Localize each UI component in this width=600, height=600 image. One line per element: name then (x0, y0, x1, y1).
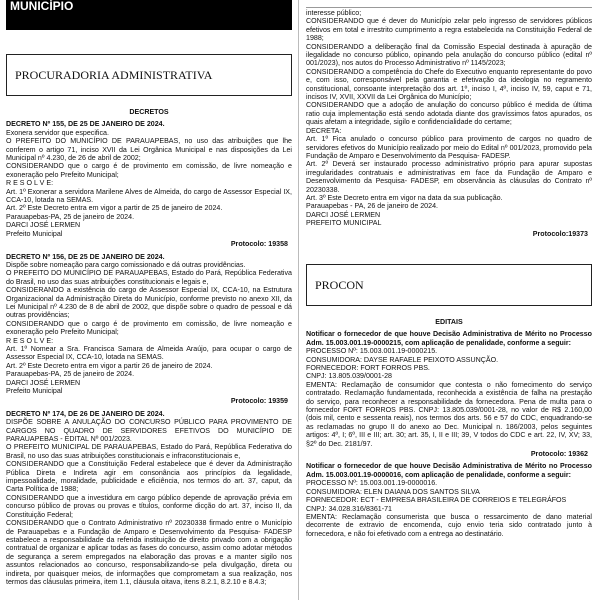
column-divider (298, 0, 299, 600)
decree-155-line: Exonera servidor que especifica. (6, 128, 109, 137)
decree-155-line: O PREFEITO DO MUNICÍPIO DE PARAUAPEBAS, no uso das atribuições que lhe conferem o artigo 71, inciso XVII da Lei Orgânica Municipal e nas disposições da Lei Municipal nº 4.230, de 26 de abril de 2002; (6, 137, 292, 163)
decree-174 (6, 410, 292, 587)
decree-174-continued-line: Parauapebas - PA, 26 de janeiro de 2024. (306, 202, 438, 211)
decree-155-line: Art. 2º Este Decreto entra em vigor a partir de 25 de janeiro de 2024. (6, 204, 223, 213)
decree-156-heading: DECRETO Nº 156, DE 25 DE JANEIRO DE 2024. (6, 252, 165, 261)
decree-174-line: CONSIDERANDO que o Contrato Administrativo nº 20230338 firmado entre o Município de Parauapebas e a Fundação de Amparo e Desenvolvimento da Pesquisa- FADESP estabelece a responsabilidade da referida instituição de direito privado com a obrigação contratual de organizar e aplicar todas as fases do concurso, assim como adotar métodos de segurança a serem empregados na elaboração das provas e a manter sigilo nos assuntos relacionados ao concurso, responsabilizando-se pela divulgação, direta ou indireta, por quaisquer meios, de informações que comprometam a sua realização, nos termos das cláusulas primeira, item 1.1, cláusula oitava, itens 8.2.1, 8.2.10 e 8.4.3; (6, 519, 292, 586)
decree-174-heading: DECRETO Nº 174, DE 26 DE JANEIRO DE 2024. (6, 409, 165, 418)
decree-174-continued-line: Art. 2º Deverá ser instaurado processo administrativo próprio para apurar supostas irregularidades contratuais e administrativas em face da Fundação de Amparo e Desenvolvimento da Pesquisa- FADESP, em observância às cláusulas do Contrato nº 20230338. (306, 160, 592, 194)
decree-174-continued-line: CONSIDERANDO a deliberação final da Comissão Especial destinada à apuração de ilegalidade no concurso público, opinando pela anulação do concurso público (edital nº 001/2023), nos autos do Processo Administrativo nº 1145/2023; (306, 42, 592, 68)
editais-title: EDITAIS (435, 317, 463, 326)
decree-155-line: DARCI JOSÉ LERMEN (6, 221, 81, 230)
edital-0000215-line: EMENTA: Reclamação de consumidor que contesta o não fornecimento do serviço contratado. Reclamação fundamentada, reconhecida a existência de falha na prestação do serviço, para reconhecer a responsabilidade da fornecedora. Pena de multa para o fornecedor FORT FORROS PBS. CNPJ: 13.805.039/0001-28, no valor de R$ 2.160,00 (dois mil, cento e sessenta reais), nos termos dos arts. 56 e 57 do CDC, enquadrando-se as reclamadas no grupo II do anexo ao Dec. Municipal n. 186/2003, pelos seguintes artigos: 4º, I; 6º, III e III; art. 30; art. 35, I, II e III; 39, V todos do CDC e art. 22, IV, XV; 33, §2º do Dec. 2181/97. (306, 380, 592, 448)
decree-155-line: CONSIDERANDO que o cargo é de provimento em comissão, de livre nomeação e exoneração pelo Prefeito Municipal; (6, 162, 292, 179)
decree-174-continued-line: DARCI JOSÉ LERMEN (306, 210, 381, 219)
decree-174-continued-line: PREFEITO MUNICIPAL (306, 219, 382, 228)
header-rule (306, 0, 592, 8)
edital-0000215-heading: Notificar o fornecedor de que houve Decisão Administrativa de Mérito no Processo Adm. 15.003.001.19-0000215, com aplicação de penalidade, conforme a seguir: (306, 330, 592, 347)
decree-155-heading: DECRETO Nº 155, DE 25 DE JANEIRO DE 2024. (6, 120, 165, 129)
section-procon (306, 264, 592, 306)
decree-174-line: CONSIDERANDO que a Constituição Federal estabelece que é dever da Administração Pública Direta e Indireta agir em consonância aos princípios da legalidade, impessoalidade, moralidade, publicidade e eficiência, nos termos do art. 37, caput, da Carta Política de 1988; (6, 460, 292, 494)
decree-155-line: Parauapebas-PA, 25 de janeiro de 2024. (6, 212, 135, 221)
decree-174-line: O PREFEITO MUNICIPAL DE PARAUAPEBAS, Estado do Pará, República Federativa do Brasil, no uso das suas atribuições constitucionais e infraconstitucionais e, (6, 443, 292, 460)
municipality-title: MUNICÍPIO (10, 0, 74, 13)
decree-156-line: Art. 2º Este Decreto entra em vigor a partir 26 de janeiro de 2024. (6, 361, 213, 370)
decree-174-continued-line: interesse público; (306, 9, 362, 17)
decree-156-line: Art. 1º Nomear a Sra. Francisca Samara de Almeida Araújo, para ocupar o cargo de Assessor Especial IX, CCA-10, lotada na SEMAS. (6, 344, 292, 362)
decree-155-protocol: Protocolo: 19358 (230, 240, 288, 249)
decree-155-line: R E S O L V E: (6, 179, 54, 188)
decree-174-continued-line: CONSIDERANDO que a adoção de anulação do concurso público é medida de última ratio cuja implementação está sendo adotada diante dos gravíssimos fatos apurados, os quais afetam a integridade, sigilo e confidencialidade do certame; (306, 101, 592, 127)
decree-155-line: Prefeito Municipal (6, 229, 63, 238)
edital-0000016-line: EMENTA: Reclamação consumerista que busca o ressarcimento de dano material decorrente de extravio de encomenda, cujo envio teria sido contratado junto à fornecedora, e não foi efetivado com a entrega ao destinatário. (306, 512, 592, 538)
edital-0000016-line: CNPJ: 34.028.316/8361-71 (306, 504, 392, 513)
decree-156-line: R E S O L V E: (6, 336, 54, 345)
edital-0000016 (306, 462, 592, 538)
decree-156-line: Parauapebas-PA, 25 de janeiro de 2024. (6, 370, 135, 379)
edital-0000016-line: CONSUMIDORA: ELEN DAIANA DOS SANTOS SILVA (306, 487, 480, 496)
section-procuradoria-title: PROCURADORIA ADMINISTRATIVA (15, 67, 213, 82)
decree-174-continued-line: DECRETA: (306, 126, 342, 135)
edital-0000016-line: PROCESSO Nº: 15.003.001.19-0000016. (306, 479, 438, 488)
decree-174-continued-line: Art. 1º Fica anulado o concurso público para provimento de cargos no quadro de servidores efetivos do Município realizado por meio do Edital nº 001/2023, promovido pela Fundação de Amparo e Desenvolvimento da Pesquisa- FADESP. (306, 135, 592, 160)
edital-0000215-line: CONSUMIDORA: DAYSE RAFAELE PEIXOTO ASSUNÇÃO. (306, 355, 499, 364)
edital-0000016-line: FORNECEDOR: ECT - EMPRESA BRASILEIRA DE CORREIOS E TELEGRÁFOS (306, 496, 567, 505)
edital-0000215-protocol: Protocolo: 19362 (530, 450, 588, 459)
decree-155 (6, 120, 292, 248)
decree-156-protocol: Protocolo: 19359 (230, 397, 288, 406)
edital-0000215-line: CNPJ: 13.805.039/0001-28 (306, 372, 392, 381)
edital-0000215-line: PROCESSO Nº: 15.003.001.19-0000215. (306, 347, 438, 356)
decree-156-line: Dispõe sobre nomeação para cargo comissionado e dá outras providências. (6, 260, 246, 269)
decree-174-line: CONSIDERANDO que a investidura em cargo público depende de aprovação prévia em concurso público de provas ou provas e títulos, conforme dicção do art. 37, inciso II, da Constituição Federal; (6, 493, 292, 519)
left-column (6, 0, 292, 600)
edital-0000215 (306, 330, 592, 458)
decree-156-line: CONSIDERANDO que o cargo é de provimento em comissão, de livre nomeação e exoneração pelo Prefeito Municipal; (6, 319, 292, 337)
decree-174-continued-line: CONSIDERANDO que é dever do Município zelar pelo ingresso de servidores públicos efetivos em total e irrestrito cumprimento a regra estabelecida na Constituição Federal de 1988; (306, 17, 592, 43)
decree-174-subheading: DISPÕE SOBRE A ANULAÇÃO DO CONCURSO PÚBLICO PARA PROVIMENTO DE CARGOS NO QUADRO DE SERVIDORES EFETIVOS DO MUNICÍPIO DE PARAUAPEBAS - EDITAL Nº 001/2023. (6, 418, 292, 444)
section-procuradoria (6, 54, 292, 96)
edital-0000215-line: FORNECEDOR: FORT FORROS PBS. (306, 364, 430, 372)
decree-174-continued-line: CONSIDERANDO a competência do Chefe do Executivo enquanto representante do povo e, com isso, corresponsável pela garantia e efetivação da ideologia no regramento constitucional, consoante interpretação dos art. 1º, inciso I, 4º, inciso IV, 59, caput e 71, incisos IV, XVII, XXVII da Lei Orgânica do Município; (306, 67, 592, 102)
decree-156-line: DARCI JOSÉ LERMEN (6, 378, 81, 387)
decree-174-continued-line: Art. 3º Este Decreto entra em vigor na data da sua publicação. (306, 193, 503, 202)
decree-156-line: Prefeito Municipal (6, 387, 63, 395)
decree-156-line: O PREFEITO DO MUNICÍPIO DE PARAUAPEBAS, Estado do Pará, República Federativa do Brasil, no uso das suas atribuições constitucionais e legais e, (6, 269, 292, 286)
edital-0000016-heading: Notificar o fornecedor de que houve Decisão Administrativa de Mérito no Processo Adm. 15.003.001.19-0000016, com aplicação de penalidade, conforme a seguir: (306, 462, 592, 479)
right-column (306, 0, 592, 600)
decree-174-protocol: Protocolo:19373 (532, 229, 588, 238)
decree-156-line: CONSIDERANDO a existência do cargo de Assessor Especial IX, CCA-10, na Estrutura Organizacional da Administração Direta do Município, conforme previsto no anexo XII, da Lei Municipal nº 4.230 de 8 de abril de 2002, que dispõe sobre o quadro de pessoal e dá outras providências; (6, 286, 292, 320)
section-procon-title: PROCON (315, 277, 364, 292)
decree-156 (6, 253, 292, 406)
municipality-header (6, 0, 292, 30)
decree-155-line: Art. 1º Exonerar a servidora Marilene Alves de Almeida, do cargo de Assessor Especial IX, CCA-10, lotada na SEMAS. (6, 187, 292, 205)
decretos-title: DECRETOS (129, 108, 169, 116)
